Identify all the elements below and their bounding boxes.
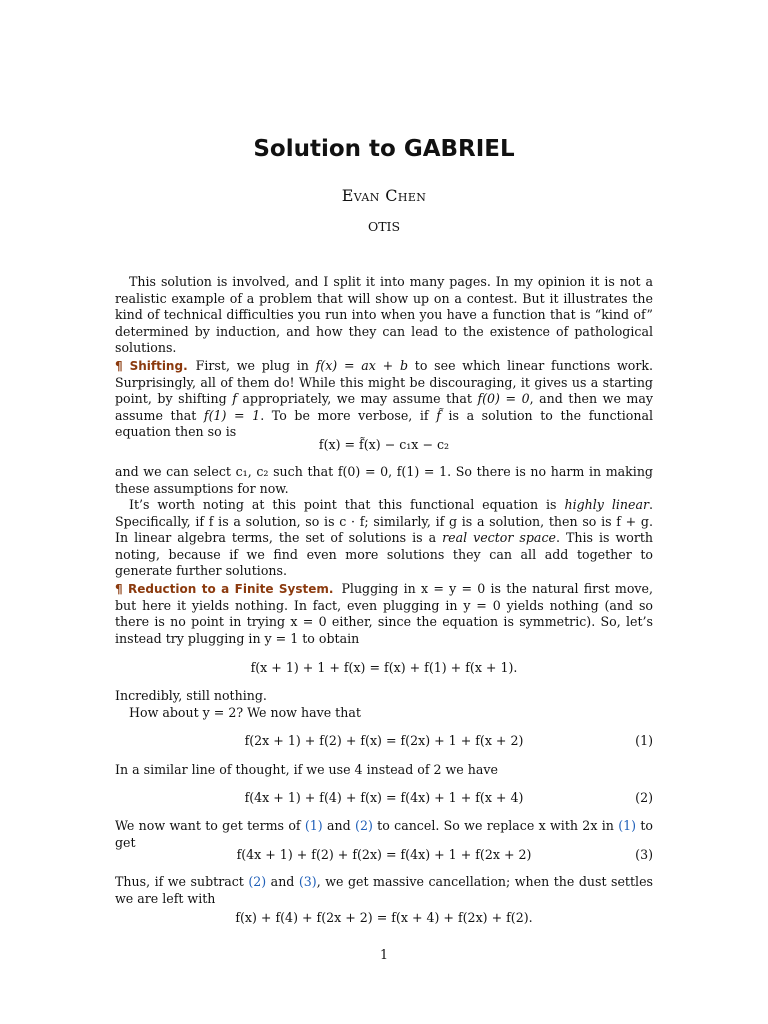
text-run: We now want to get terms of bbox=[115, 818, 305, 833]
math-inline: f̃ bbox=[436, 407, 441, 423]
linearity-paragraph bbox=[115, 497, 653, 580]
affiliation: OTIS bbox=[367, 219, 401, 234]
text-run: , we get massive cancellation; when the dust settles we are left with bbox=[115, 874, 653, 906]
equation-link[interactable]: (3) bbox=[298, 874, 317, 889]
math-inline: f(1) = 1 bbox=[203, 407, 261, 423]
reduction-paragraph bbox=[115, 581, 653, 647]
section-heading-reduction: ¶ Reduction to a Finite System. bbox=[115, 582, 334, 596]
shifting-paragraph-2: and we can select c₁, c₂ such that f(0) = 0, f(1) = 1. So there is no harm in making these assumptions for now. bbox=[115, 464, 653, 496]
author-name: Evan Chen bbox=[341, 186, 427, 205]
text-run: is a solution to the functional equation then so is bbox=[115, 407, 653, 440]
display-equation: f(x + 1) + 1 + f(x) = f(x) + f(1) + f(x + 1). bbox=[250, 660, 518, 675]
text-run: to see which linear functions work. Surprisingly, all of them do! While this might be discouraging, it gives us a starting point, by shifting bbox=[115, 358, 654, 407]
equation-link[interactable]: (1) bbox=[304, 818, 323, 833]
text-run: Plugging in x = y = 0 is the natural first move, but here it yields nothing. In fact, even plugging in y = 0 yields nothing (and so there is no point in trying x = 0 either, since the equation is symmetric). So, let’s instead try plugging in y = 1 to obtain bbox=[115, 581, 653, 646]
text-run: Thus, if we subtract bbox=[115, 874, 249, 889]
paragraph bbox=[115, 874, 653, 907]
equation-number: (3) bbox=[635, 847, 653, 862]
paragraph: How about y = 2? We now have that bbox=[129, 705, 361, 720]
text-run: . Specifically, if f is a solution, so is c · f; similarly, if g is a solution, then so is f + g. In linear algebra terms, the set of solutions is a bbox=[115, 497, 654, 546]
intro-paragraph: This solution is involved, and I split it into many pages. In my opinion it is not a realistic example of a problem that will show up on a contest. But it illustrates the kind of technical difficulties you run into when you have a function that is “kind of” determined by induction, and how they can lead to the existence of pathological solutions. bbox=[115, 274, 653, 356]
section-heading-shifting: ¶ Shifting. bbox=[115, 359, 188, 373]
emphasis: real vector space bbox=[442, 530, 556, 546]
text-run: appropriately, we may assume that bbox=[236, 391, 478, 407]
math-inline: f bbox=[232, 391, 237, 407]
display-equation: f(x) + f(4) + f(2x + 2) = f(x + 4) + f(2x) + f(2). bbox=[235, 910, 533, 925]
display-equation: f(4x + 1) + f(4) + f(x) = f(4x) + 1 + f(x + 4) bbox=[244, 790, 524, 805]
display-equation: f(4x + 1) + f(2) + f(2x) = f(4x) + 1 + f(2x + 2) bbox=[236, 847, 532, 862]
display-equation: f(2x + 1) + f(2) + f(x) = f(2x) + 1 + f(x + 2) bbox=[244, 733, 524, 748]
text-run: and bbox=[266, 874, 299, 889]
text-run: to cancel. So we replace x with 2x in bbox=[372, 818, 619, 833]
shifting-paragraph bbox=[115, 358, 653, 441]
text-run: . This is worth noting, because if we find even more solutions they can all add together to generate further solutions. bbox=[115, 530, 654, 579]
text-run: and bbox=[322, 818, 356, 833]
paragraph: Incredibly, still nothing. bbox=[115, 688, 267, 703]
math-inline: f(x) = ax + b bbox=[315, 358, 409, 373]
display-equation: f(x) = f̃(x) − c₁x − c₂ bbox=[318, 437, 450, 452]
equation-link[interactable]: (1) bbox=[618, 818, 637, 833]
text-run: It’s worth noting at this point that this functional equation is bbox=[129, 497, 565, 512]
text-run: . To be more verbose, if bbox=[260, 407, 437, 423]
text-run: , and then we may assume that bbox=[115, 391, 654, 423]
text-run: First, we plug in bbox=[195, 358, 316, 373]
page-title: Solution to GABRIEL bbox=[253, 136, 515, 162]
equation-link[interactable]: (2) bbox=[248, 874, 267, 889]
emphasis: highly linear bbox=[564, 497, 649, 512]
equation-number: (2) bbox=[635, 790, 653, 805]
math-inline: f(0) = 0 bbox=[477, 391, 530, 407]
paragraph: In a similar line of thought, if we use 4 instead of 2 we have bbox=[115, 762, 498, 777]
equation-number: (1) bbox=[635, 733, 653, 748]
equation-link[interactable]: (2) bbox=[355, 818, 373, 833]
text-run: to get bbox=[115, 818, 653, 850]
page-number: 1 bbox=[379, 947, 388, 962]
